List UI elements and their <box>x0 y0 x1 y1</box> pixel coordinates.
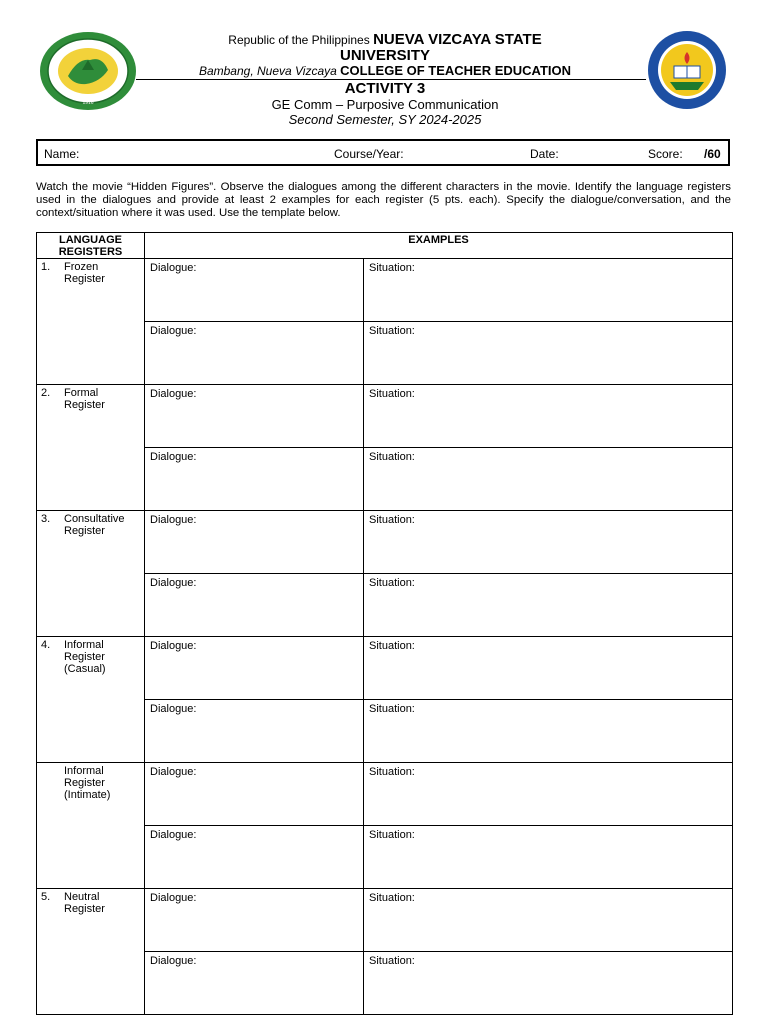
dialogue-answer-cell[interactable]: Dialogue: <box>145 448 364 511</box>
dialogue-answer-cell[interactable]: Dialogue: <box>145 637 364 700</box>
register-cell <box>37 385 145 511</box>
dialogue-answer-cell[interactable]: Dialogue: <box>145 259 364 322</box>
register-cell <box>37 511 145 637</box>
situation-answer-cell[interactable]: Situation: <box>364 385 733 448</box>
course-title: GE Comm – Purposive Communication <box>271 97 499 112</box>
situation-answer-cell[interactable]: Situation: <box>364 889 733 952</box>
table-header-row <box>37 233 733 259</box>
dialogue-answer-cell[interactable]: Dialogue: <box>145 385 364 448</box>
situation-answer-cell[interactable]: Situation: <box>364 637 733 700</box>
dialogue-answer-cell[interactable]: Dialogue: <box>145 763 364 826</box>
register-cell <box>37 637 145 763</box>
semester-label: Second Semester, SY 2024-2025 <box>288 112 482 127</box>
date-label: Date: <box>530 147 559 161</box>
register-name: Informal Register (Casual) <box>64 639 106 675</box>
column-header-registers: LANGUAGE REGISTERS <box>37 233 145 259</box>
situation-answer-cell[interactable]: Situation: <box>364 259 733 322</box>
column-header-examples: EXAMPLES <box>145 233 733 259</box>
name-label: Name: <box>44 147 80 161</box>
situation-answer-cell[interactable]: Situation: <box>364 448 733 511</box>
register-name: Frozen Register <box>64 261 105 285</box>
register-name: Neutral Register <box>64 891 105 915</box>
table-row <box>37 763 733 826</box>
register-number: 2. <box>41 387 51 399</box>
republic-label: Republic of the Philippines <box>228 33 370 47</box>
table-row <box>37 259 733 322</box>
college-seal-logo <box>640 30 734 110</box>
situation-answer-cell[interactable]: Situation: <box>364 826 733 889</box>
campus-location: Bambang, Nueva Vizcaya <box>198 64 337 78</box>
register-cell <box>37 763 145 889</box>
register-number <box>41 765 64 801</box>
dialogue-answer-cell[interactable]: Dialogue: <box>145 574 364 637</box>
instructions-paragraph: Watch the movie “Hidden Figures”. Observe the dialogues among the different characters in the movie. Identify the language registers used in the dialogues and provide at least 2 examples for each register (5 pts. each). Specify the dialogue/conversation, and the context/situation where it was used. Use the template below. <box>36 181 731 219</box>
situation-answer-cell[interactable]: Situation: <box>364 763 733 826</box>
register-name: Consultative Register <box>64 513 125 537</box>
register-cell <box>37 889 145 1015</box>
dialogue-answer-cell[interactable]: Dialogue: <box>145 700 364 763</box>
course-year-label: Course/Year: <box>334 147 404 161</box>
dialogue-answer-cell[interactable]: Dialogue: <box>145 511 364 574</box>
register-name: Informal Register (Intimate) <box>64 765 111 801</box>
college-name: COLLEGE OF TEACHER EDUCATION <box>340 63 572 78</box>
svg-text:1916: 1916 <box>82 100 94 106</box>
score-total: /60 <box>704 147 721 161</box>
register-cell <box>37 259 145 385</box>
header-college-line <box>140 63 630 79</box>
register-number: 4. <box>41 639 51 651</box>
situation-answer-cell[interactable]: Situation: <box>364 700 733 763</box>
table-row <box>37 511 733 574</box>
register-name: Formal Register <box>64 387 105 411</box>
dialogue-answer-cell[interactable]: Dialogue: <box>145 952 364 1015</box>
university-seal-logo <box>38 30 138 112</box>
dialogue-answer-cell[interactable]: Dialogue: <box>145 322 364 385</box>
register-worksheet-table <box>36 232 733 1015</box>
activity-title: ACTIVITY 3 <box>344 80 426 97</box>
score-label: Score: <box>648 147 683 161</box>
dialogue-answer-cell[interactable]: Dialogue: <box>145 889 364 952</box>
student-info-box <box>36 139 730 166</box>
situation-answer-cell[interactable]: Situation: <box>364 322 733 385</box>
situation-answer-cell[interactable]: Situation: <box>364 952 733 1015</box>
register-number: 5. <box>41 891 51 903</box>
situation-answer-cell[interactable]: Situation: <box>364 511 733 574</box>
register-number: 1. <box>41 261 51 273</box>
university-name: NUEVA VIZCAYA STATE <box>373 31 542 48</box>
table-row <box>37 889 733 952</box>
table-row <box>37 385 733 448</box>
dialogue-answer-cell[interactable]: Dialogue: <box>145 826 364 889</box>
situation-answer-cell[interactable]: Situation: <box>364 574 733 637</box>
table-row <box>37 637 733 700</box>
register-number: 3. <box>41 513 51 525</box>
university-name-continued: UNIVERSITY <box>339 47 430 64</box>
